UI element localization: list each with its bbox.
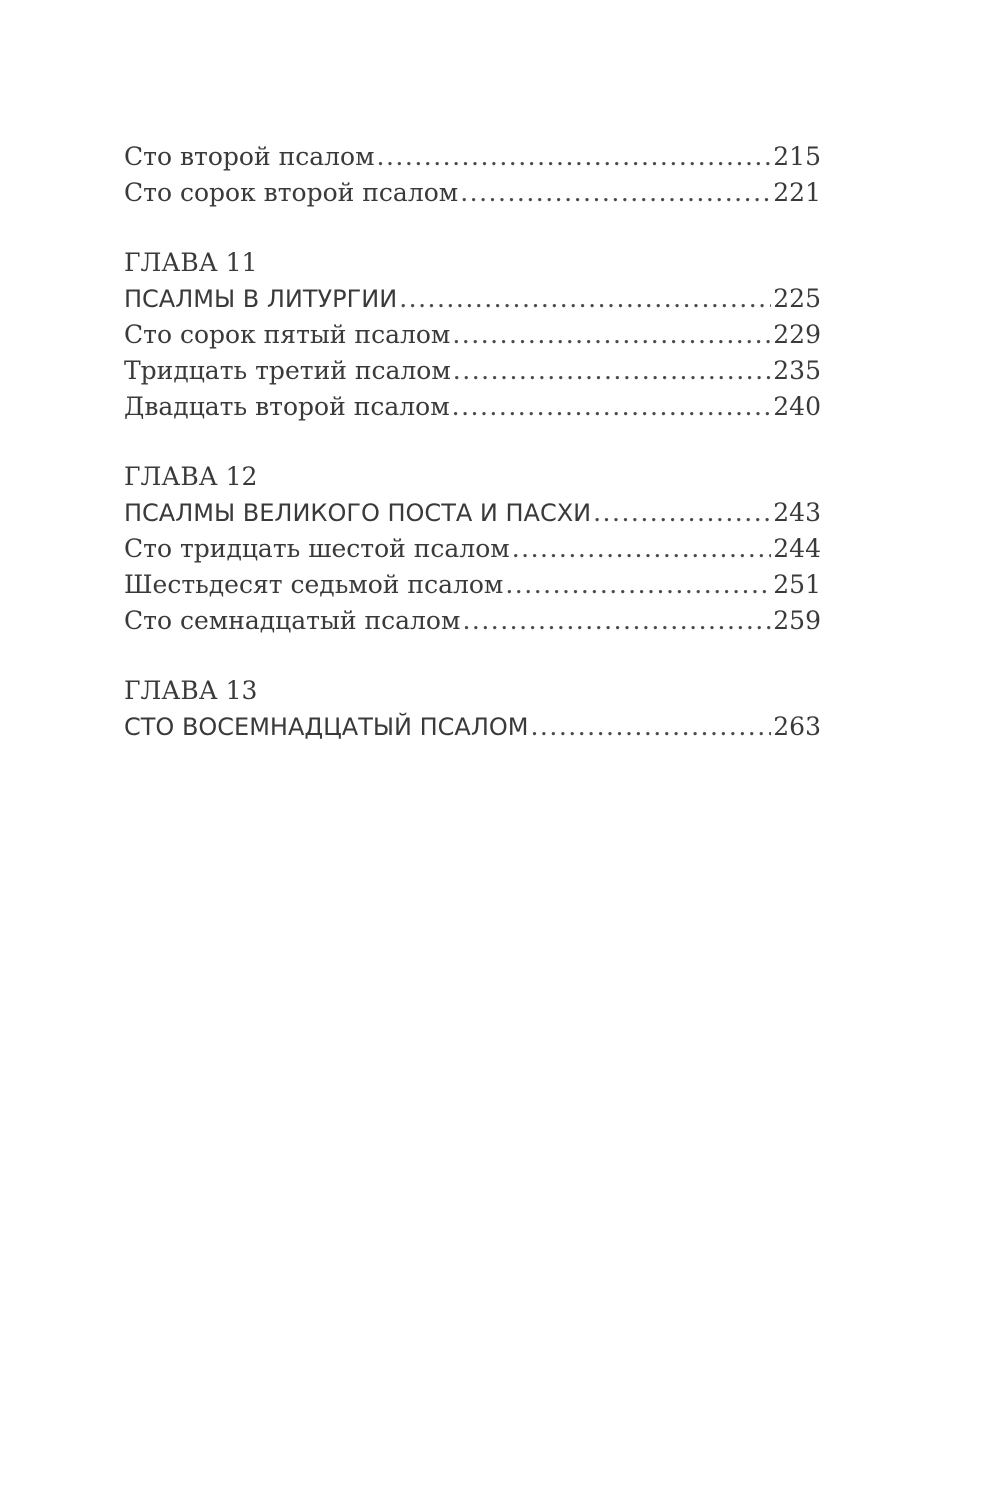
dot-leader (452, 317, 771, 353)
chapter-label: ГЛАВА 13 (124, 676, 258, 705)
toc-entry-page: 259 (773, 606, 821, 635)
toc-entry-page: 229 (773, 320, 821, 349)
toc-entry (124, 139, 821, 175)
chapter-label: ГЛАВА 12 (124, 462, 258, 491)
toc-entry-page: 235 (773, 356, 821, 385)
toc-entry-title: Сто сорок пятый псалом (124, 320, 451, 349)
toc-entry (124, 389, 821, 425)
dot-leader (505, 567, 771, 603)
toc-entry (124, 603, 821, 639)
chapter-heading-title: ПСАЛМЫ ВЕЛИКОГО ПОСТА И ПАСХИ (124, 499, 592, 527)
dot-leader (453, 353, 771, 389)
toc-entry (124, 531, 821, 567)
chapter-heading (124, 709, 821, 745)
toc-entry-page: 251 (773, 570, 821, 599)
chapter-heading-page: 243 (773, 498, 821, 527)
toc-entry-title: Сто сорок второй псалом (124, 178, 459, 207)
dot-leader (399, 281, 771, 317)
toc-entry-page: 240 (773, 392, 821, 421)
toc-entry (124, 353, 821, 389)
toc-entry (124, 317, 821, 353)
section-gap (124, 211, 821, 245)
toc-entry-page: 221 (773, 178, 821, 207)
section-gap (124, 639, 821, 673)
toc-entry (124, 567, 821, 603)
table-of-contents (124, 139, 821, 745)
dot-leader (462, 603, 771, 639)
dot-leader (530, 709, 771, 745)
toc-entry (124, 175, 821, 211)
dot-leader (512, 531, 772, 567)
toc-entry-title: Шестьдесят седьмой псалом (124, 570, 504, 599)
chapter-heading-title: ПСАЛМЫ В ЛИТУРГИИ (124, 285, 398, 313)
dot-leader (460, 175, 771, 211)
chapter-heading (124, 495, 821, 531)
toc-entry-title: Тридцать третий псалом (124, 356, 451, 385)
chapter-heading-page: 263 (773, 712, 821, 741)
toc-entry-title: Двадцать второй псалом (124, 392, 450, 421)
toc-entry-title: Сто второй псалом (124, 142, 375, 171)
chapter-heading-title: СТО ВОСЕМНАДЦАТЫЙ ПСАЛОМ (124, 713, 529, 741)
toc-entry-title: Сто тридцать шестой псалом (124, 534, 510, 563)
dot-leader (593, 495, 771, 531)
dot-leader (377, 139, 772, 175)
toc-entry-title: Сто семнадцатый псалом (124, 606, 461, 635)
dot-leader (452, 389, 772, 425)
chapter-label: ГЛАВА 11 (124, 248, 258, 277)
section-gap (124, 425, 821, 459)
chapter-heading (124, 281, 821, 317)
chapter-heading-page: 225 (773, 284, 821, 313)
toc-entry-page: 215 (773, 142, 821, 171)
toc-entry-page: 244 (773, 534, 821, 563)
